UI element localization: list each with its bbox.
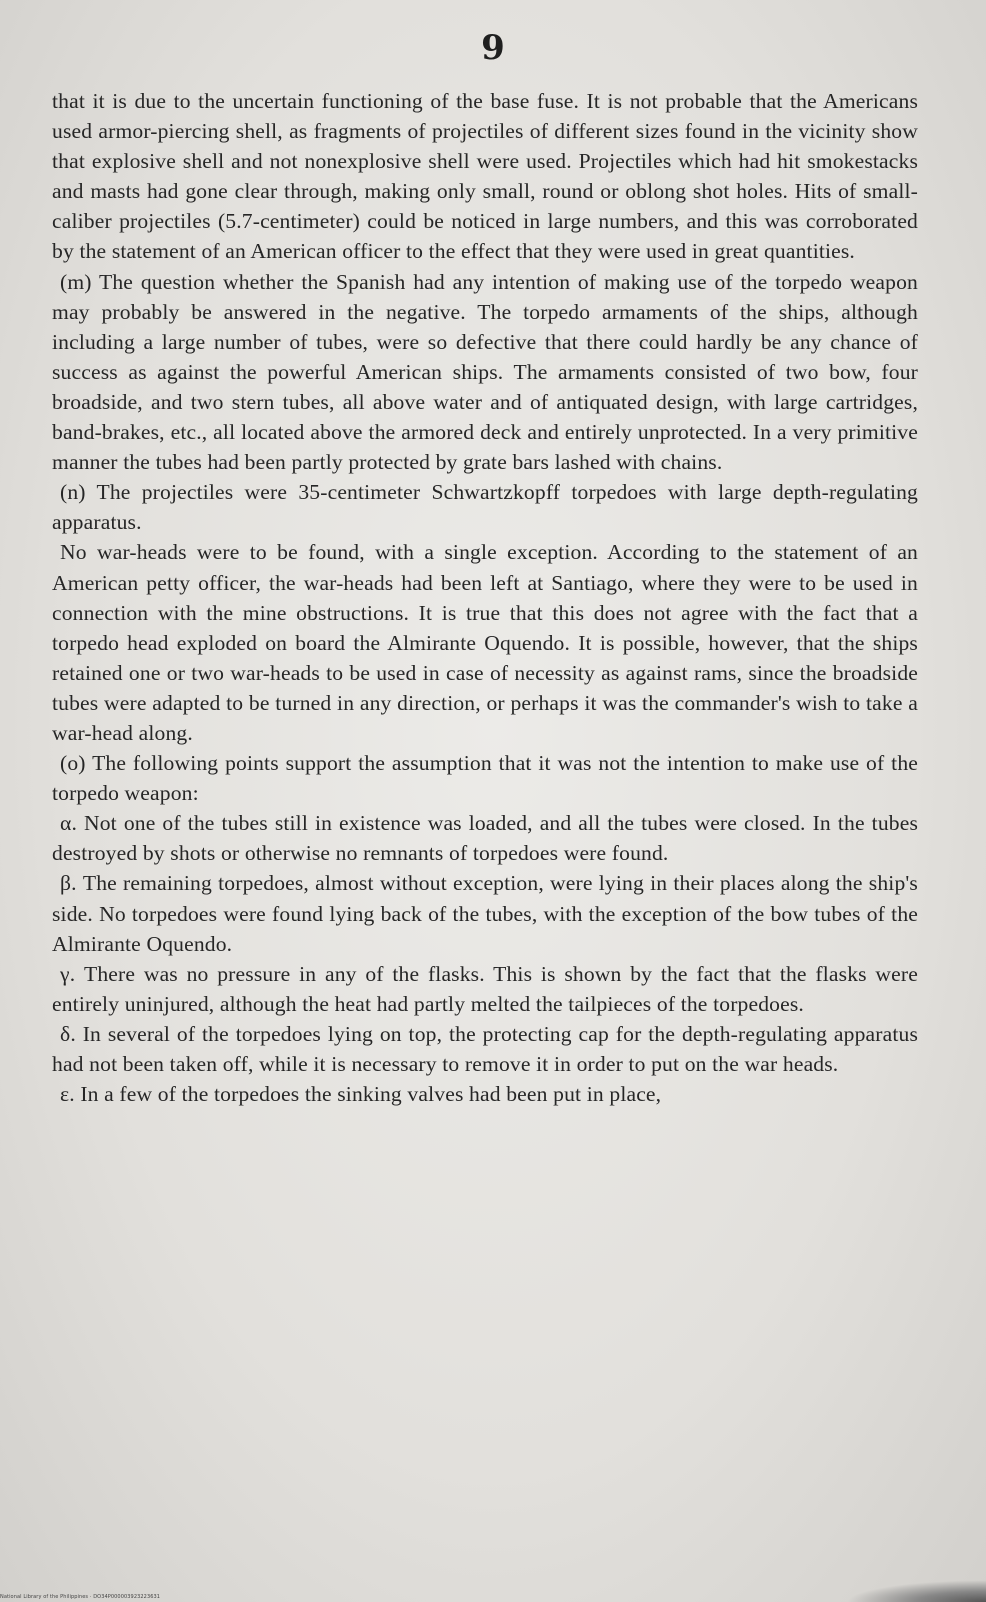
page-number: 9 — [481, 28, 505, 68]
paragraph-beta: β. The remaining torpedoes, almost without exception, were lying in their places along the ship's side. No torpedoes were found lying back of the tubes, with the exception of the bow tubes of the Almirante Oquendo. — [52, 871, 918, 956]
paragraph-o-assumption: (o) The following points support the assumption that it was not the intention to make use of the torpedo weapon: — [52, 751, 918, 806]
paragraph-alpha: α. Not one of the tubes still in existence was loaded, and all the tubes were closed. In the tubes destroyed by shots or otherwise no remnants of torpedoes were found. — [52, 811, 918, 866]
paragraph-m-torpedo-intention: (m) The question whether the Spanish had any intention of making use of the torpedo weapon may probably be answered in the negative. The torpedo armaments of the ships, although including a large number of tubes, were so defective that there could hardly be any chance of success as against the powerful American ships. The armaments consisted of two bow, four broadside, and two stern tubes, all above water and of antiquated design, with large cartridges, band-brakes, etc., all located above the armored deck and entirely unprotected. In a very primitive manner the tubes had been partly protected by grate bars lashed with chains. — [52, 269, 918, 475]
paragraph-base-fuse: that it is due to the uncertain functioning of the base fuse. It is not probable that the Americans used armor-piercing shell, as fragments of projectiles of different sizes found in the vicinity show that explosive shell and not nonexplosive shell were used. Projectiles which had hit smokestacks and masts had gone clear through, making only small, round or oblong shot holes. Hits of small-caliber projectiles (5.7-centimeter) could be noticed in large numbers, and this was corroborated by the statement of an American officer to the effect that they were used in great quantities. — [52, 89, 918, 264]
library-credit: National Library of the Philippines · DO34P000003923223631 — [0, 1594, 161, 1600]
paragraph-war-heads: No war-heads were to be found, with a single exception. According to the statement of an American petty officer, the war-heads had been left at Santiago, where they were to be used in connection with the mine obstructions. It is true that this does not agree with the fact that a torpedo head exploded on board the Almirante Oquendo. It is possible, however, that the ships retained one or two war-heads to be used in case of necessity as against rams, since the broadside tubes were adapted to be turned in any direction, or perhaps it was the commander's wish to take a war-head along. — [52, 540, 918, 745]
paragraph-n-projectiles: (n) The projectiles were 35-centimeter Schwartzkopff torpedoes with large depth-regulating apparatus. — [52, 480, 918, 535]
paragraph-gamma: γ. There was no pressure in any of the flasks. This is shown by the fact that the flasks were entirely uninjured, although the heat had partly melted the tailpieces of the torpedoes. — [52, 961, 918, 1016]
body-text — [52, 86, 918, 1109]
scan-corner-shadow — [846, 1580, 986, 1602]
paragraph-delta: δ. In several of the torpedoes lying on top, the protecting cap for the depth-regulating apparatus had not been taken off, while it is necessary to remove it in order to put on the war heads. — [52, 1021, 918, 1076]
paragraph-epsilon: ε. In a few of the torpedoes the sinking valves had been put in place, — [60, 1082, 662, 1107]
